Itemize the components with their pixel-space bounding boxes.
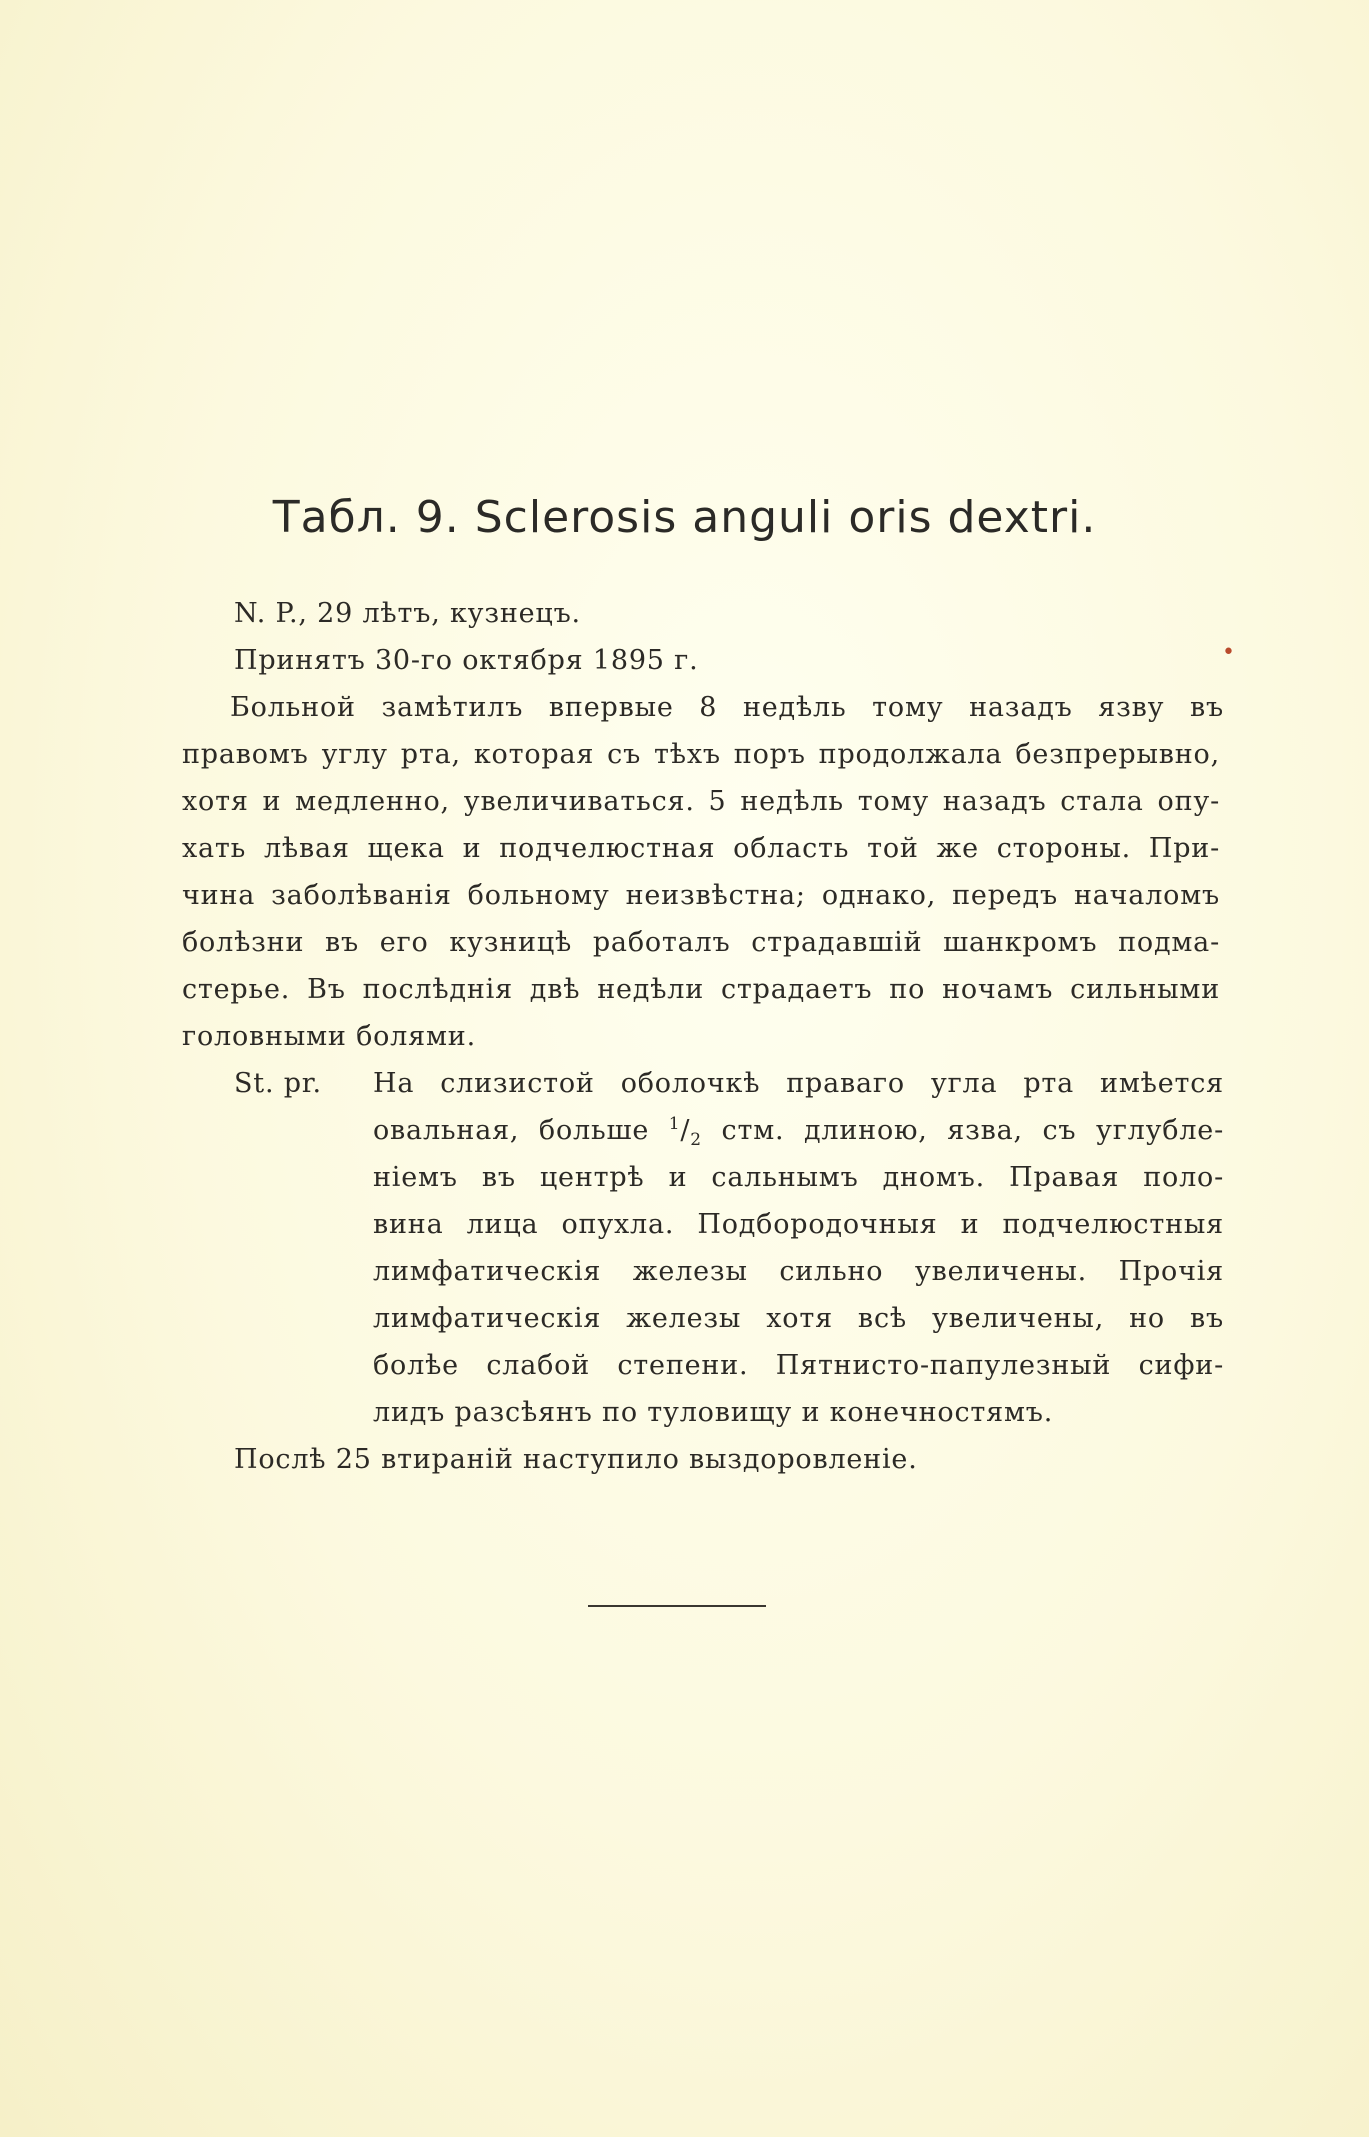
fraction-denominator: 2 <box>690 1130 702 1150</box>
history-line: правомъ углу рта, которая съ тѣхъ поръ продолжала безпрерывно, <box>182 739 1220 770</box>
fraction: $^1/_2$ <box>668 1114 702 1150</box>
status-line: На слизистой оболочкѣ праваго угла рта имѣется <box>373 1068 1224 1099</box>
history-line: Больной замѣтилъ впервые 8 недѣль тому назадъ язву въ <box>230 692 1224 723</box>
status-line: ніемъ въ центрѣ и сальнымъ дномъ. Правая поло- <box>373 1162 1224 1193</box>
status-line: лимфатическія железы хотя всѣ увеличены, но въ <box>373 1303 1224 1334</box>
ink-speck: • <box>1222 640 1235 665</box>
status-line: болѣе слабой степени. Пятнисто-папулезный сифи- <box>373 1350 1224 1381</box>
history-line: хать лѣвая щека и подчелюстная область той же стороны. При- <box>182 833 1220 864</box>
closing-rule <box>588 1605 766 1607</box>
outcome-line: Послѣ 25 втираній наступило выздоровленіе. <box>234 1444 918 1475</box>
status-text: овальная, больше <box>373 1115 650 1146</box>
status-text: стм. длиною, язва, съ углубле- <box>721 1115 1224 1146</box>
fraction-numerator: 1 <box>668 1114 681 1134</box>
case-description <box>182 590 1224 1483</box>
history-paragraph <box>182 684 1224 1060</box>
status-line: вина лица опухла. Подбородочныя и подчелюстныя <box>373 1209 1224 1240</box>
status-praesens <box>234 1060 1224 1436</box>
status-label: St. pr. <box>234 1068 322 1099</box>
history-line: чина заболѣванія больному неизвѣстна; однако, передъ началомъ <box>182 880 1220 911</box>
patient-line: N. P., 29 лѣтъ, кузнецъ. <box>234 598 581 629</box>
history-line: болѣзни въ его кузницѣ работалъ страдавшій шанкромъ подма- <box>182 927 1220 958</box>
history-line: головными болями. <box>182 1021 476 1052</box>
status-line: лимфатическія железы сильно увеличены. Прочія <box>373 1256 1224 1287</box>
history-line: стерье. Въ послѣднія двѣ недѣли страдаетъ по ночамъ сильными <box>182 974 1220 1005</box>
status-line-fraction <box>373 1107 1224 1154</box>
history-line: хотя и медленно, увеличиваться. 5 недѣль тому назадъ стала опу- <box>182 786 1220 817</box>
page-title: Табл. 9. Sclerosis anguli oris dextri. <box>272 492 1097 543</box>
status-line: лидъ разсѣянъ по туловищу и конечностямъ. <box>373 1397 1054 1428</box>
admission-line: Принятъ 30-го октября 1895 г. <box>234 645 699 676</box>
